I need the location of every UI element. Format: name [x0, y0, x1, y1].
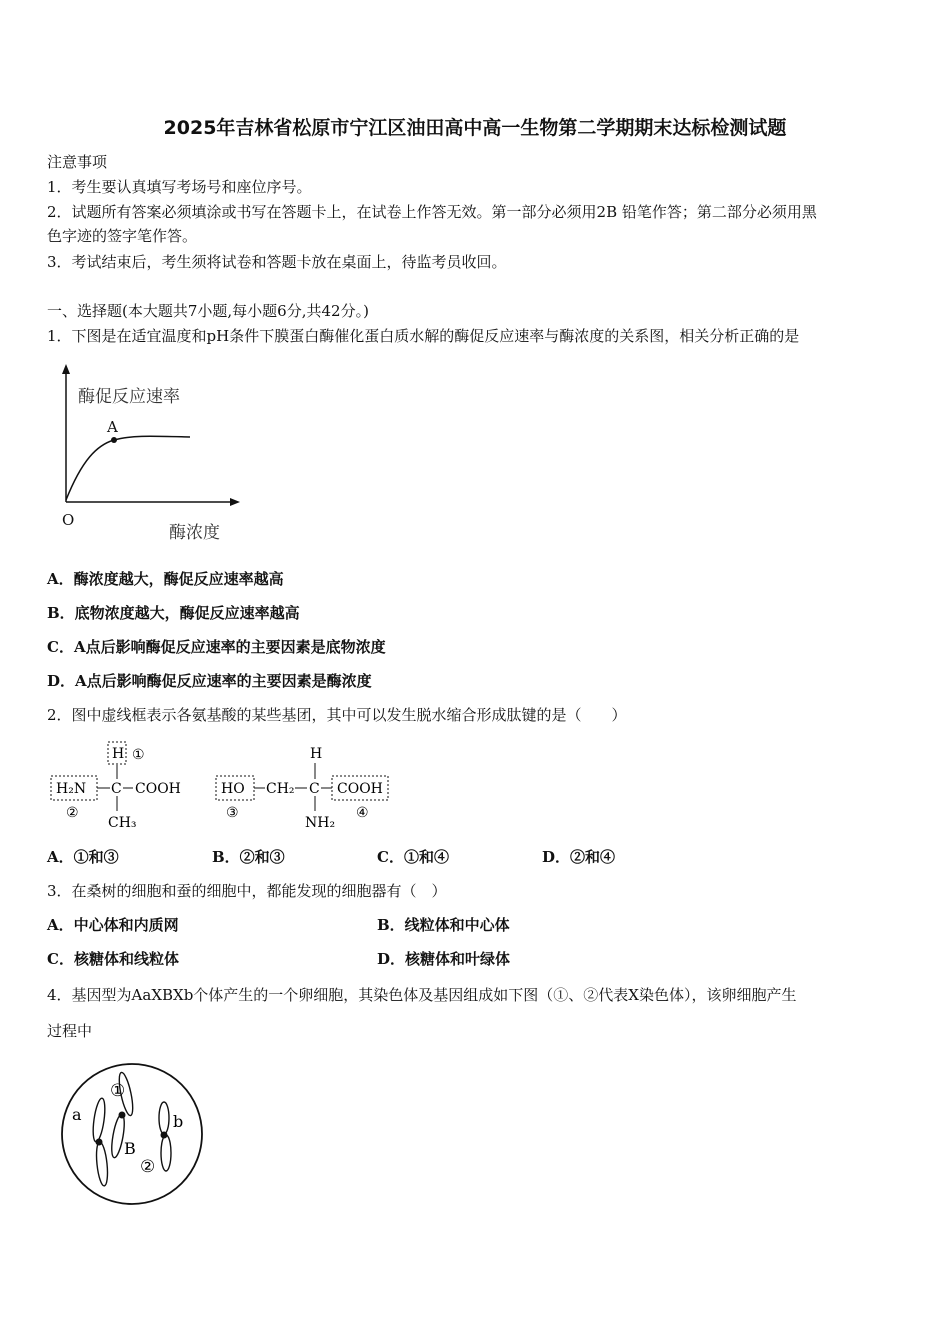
circled-2: ②: [66, 805, 79, 821]
notice-heading: 注意事项: [47, 153, 108, 171]
circled-1: ①: [110, 1081, 126, 1101]
enzyme-rate-chart: [52, 360, 252, 550]
circled-2: ②: [140, 1157, 156, 1177]
egg-cell-diagram: [52, 1058, 212, 1208]
gene-B-label: B: [124, 1139, 136, 1158]
circled-4: ④: [356, 805, 369, 821]
q2-option-b[interactable]: B．②和③: [212, 848, 285, 866]
question-4-stem-cont: 过程中: [47, 1022, 93, 1040]
gene-b-label: b: [173, 1112, 184, 1131]
amino-label: H₂N: [56, 781, 87, 797]
origin-label: O: [62, 511, 75, 529]
q2-option-a[interactable]: A．①和③: [47, 848, 119, 866]
y-arrow: [62, 364, 70, 374]
chromatid: [159, 1102, 169, 1134]
q1-option-a[interactable]: A．酶浓度越大，酶促反应速率越高: [47, 570, 284, 588]
page-title: 2025年吉林省松原市宁江区油田高中高一生物第二学期期末达标检测试题: [163, 117, 787, 139]
centromere: [96, 1139, 103, 1146]
methyl-label: CH₃: [108, 815, 137, 831]
section-heading: 一、选择题(本大题共7小题,每小题6分,共42分。): [47, 302, 369, 320]
x-axis-label: 酶浓度: [169, 523, 220, 543]
alpha-carbon: C: [309, 781, 320, 797]
chromatid: [161, 1135, 171, 1171]
question-3-stem: 3．在桑树的细胞和蚕的细胞中，都能发现的细胞器有（ ）: [47, 882, 447, 900]
x-arrow: [230, 498, 240, 506]
question-1-stem: 1．下图是在适宜温度和pH条件下膜蛋白酶催化蛋白质水解的酶促反应速率与酶浓度的关系图，相关分析正确的是: [47, 327, 800, 345]
chromatid: [95, 1142, 110, 1187]
methylene-label: CH₂: [266, 781, 295, 797]
q1-option-c[interactable]: C．A点后影响酶促反应速率的主要因素是底物浓度: [47, 638, 386, 656]
y-axis-label: 酶促反应速率: [78, 387, 180, 407]
q1-option-b[interactable]: B．底物浓度越大，酶促反应速率越高: [47, 604, 300, 622]
circled-3: ③: [226, 805, 239, 821]
notice-item: 2．试题所有答案必须填涂或书写在答题卡上，在试卷上作答无效。第一部分必须用2B 铅笔作答；第二部分必须用黑: [47, 203, 817, 221]
amino-label: NH₂: [305, 815, 336, 831]
q2-option-d[interactable]: D．②和④: [542, 848, 616, 866]
notice-item: 1．考生要认真填写考场号和座位序号。: [47, 178, 312, 196]
h-label: H: [310, 746, 323, 762]
notice-item: 3．考试结束后，考生须将试卷和答题卡放在桌面上，待监考员收回。: [47, 253, 507, 271]
cell-membrane: [62, 1064, 202, 1204]
q3-option-a[interactable]: A．中心体和内质网: [47, 916, 179, 934]
carboxyl-label: COOH: [337, 781, 383, 797]
point-a-marker: [111, 437, 117, 443]
notice-item: 色字迹的签字笔作答。: [47, 227, 198, 245]
centromere: [119, 1112, 126, 1119]
rate-curve: [66, 436, 190, 500]
h-label: H: [112, 746, 125, 762]
centromere: [161, 1132, 168, 1139]
q3-option-c[interactable]: C．核糖体和线粒体: [47, 950, 179, 968]
alpha-carbon: C: [111, 781, 122, 797]
q3-option-d[interactable]: D．核糖体和叶绿体: [377, 950, 511, 968]
circled-1: ①: [132, 747, 145, 763]
amino-acid-diagram: [45, 738, 405, 836]
point-a-label: A: [107, 418, 118, 436]
chromatid: [91, 1098, 107, 1143]
q3-option-b[interactable]: B．线粒体和中心体: [377, 916, 510, 934]
q1-option-d[interactable]: D．A点后影响酶促反应速率的主要因素是酶浓度: [47, 672, 372, 690]
hydroxyl-label: HO: [221, 781, 245, 797]
gene-a-label: a: [72, 1105, 82, 1124]
carboxyl-label: COOH: [135, 781, 181, 797]
question-2-stem: 2．图中虚线框表示各氨基酸的某些基团，其中可以发生脱水缩合形成肽键的是（ ）: [47, 706, 627, 724]
q2-option-c[interactable]: C．①和④: [377, 848, 449, 866]
question-4-stem: 4．基因型为AaXBXb个体产生的一个卵细胞，其染色体及基因组成如下图（①、②代表X染色体），该卵细胞产生: [47, 986, 797, 1004]
